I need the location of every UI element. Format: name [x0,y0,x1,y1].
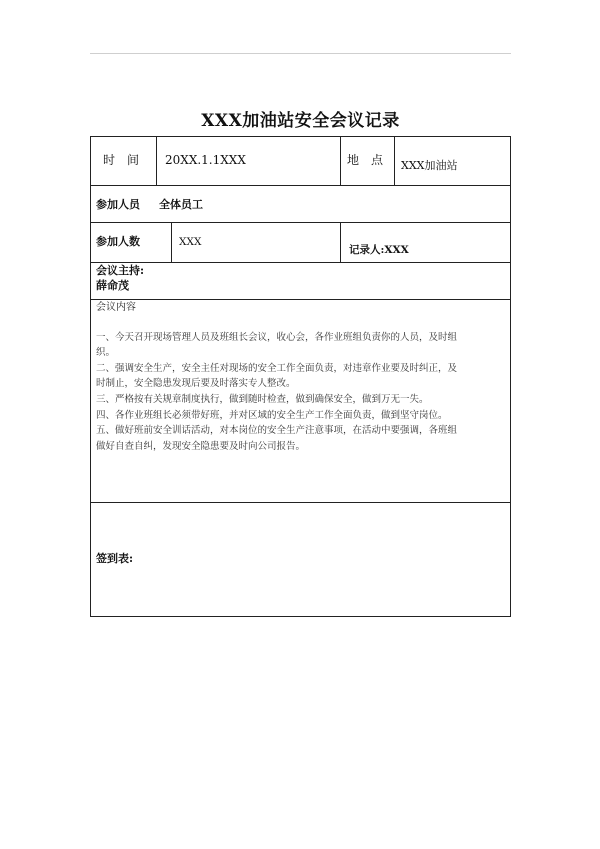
recorder-label: 记录人:XXX [349,244,409,256]
content-line: 三、严格按有关规章制度执行，做到随时检查，做到确保安全，做到万无一失。 [96,394,429,405]
col-divider [340,137,341,185]
row-divider [91,299,510,300]
header-rule [90,53,511,54]
content-line: 时制止，安全隐患发现后要及时落实专人整改。 [96,378,296,389]
host-name: 薛命茂 [96,279,129,292]
attendees-label: 参加人员 [96,198,140,211]
row-divider [91,185,510,186]
attendees-value: 全体员工 [159,198,203,211]
row-divider [91,222,510,223]
place-label: 地 点 [347,153,384,167]
col-divider [171,222,172,262]
col-divider [340,222,341,262]
sign-in-label: 签到表: [96,552,134,565]
attendee-count-value: XXX [179,236,202,248]
col-divider [394,137,395,185]
row-divider [91,262,510,263]
attendee-count-label: 参加人数 [96,235,140,248]
content-line: 一、今天召开现场管理人员及班组长会议，收心会，各作业班组负责你的人员，及时组 [96,332,458,343]
host-label: 会议主持: [96,264,145,277]
content-heading: 会议内容 [96,302,136,313]
col-divider [156,137,157,185]
content-line: 织。 [96,347,116,358]
time-value: 20XX.1.1XXX [165,153,246,167]
content-line: 四、各作业班组长必须带好班，并对区域的安全生产工作全面负责，做到坚守岗位。 [96,410,448,421]
time-label: 时 间 [103,153,140,167]
content-line: 二、强调安全生产，安全主任对现场的安全工作全面负责，对违章作业要及时纠正，及 [96,363,458,374]
content-line: 五、做好班前安全训话活动，对本岗位的安全生产注意事项，在活动中要强调，各班组 [96,425,458,436]
document-title: XXX加油站安全会议记录 [201,111,400,131]
row-divider [91,502,510,503]
place-value: XXX加油站 [401,159,458,172]
content-line: 做好自查自纠，发现安全隐患要及时向公司报告。 [96,441,306,452]
meeting-record-table [90,136,511,617]
